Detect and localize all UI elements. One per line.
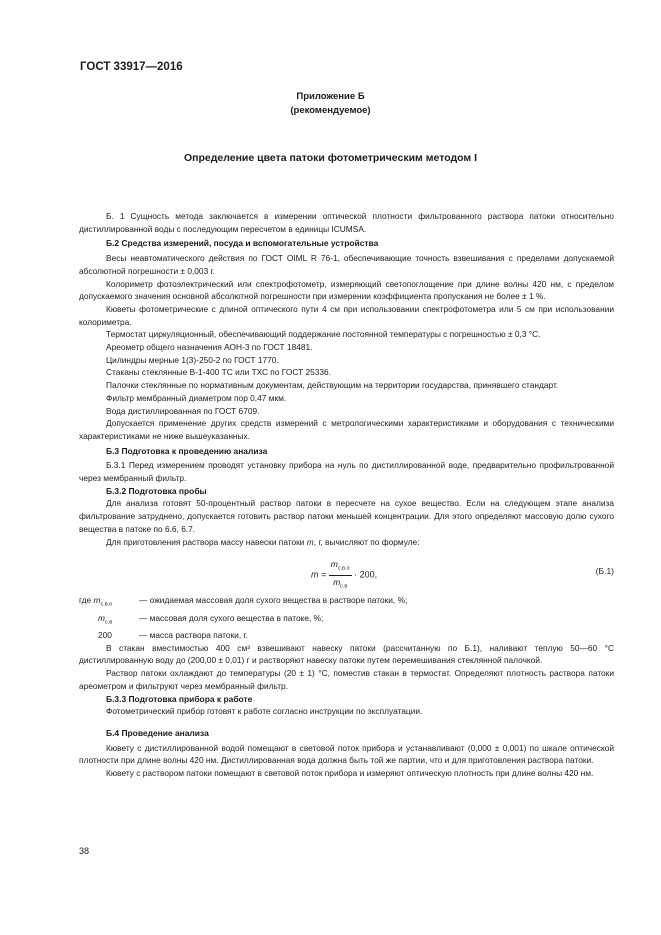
numerator-sub: с.в.о [337,565,350,572]
where-description: — ожидаемая массовая доля сухого вещества в растворе патоки, %; [139,595,408,606]
denominator-sub: с.в [340,583,348,590]
equipment-item: Палочки стеклянные по нормативным документам, действующим на территории государства, принявшего стандарт. [106,380,559,391]
b3-heading: Б.3 Подготовка к проведению анализа [106,445,268,456]
where-sub: с.в.о [100,601,113,608]
where-symbol [79,629,139,642]
where-symbol [79,612,139,629]
where-row [79,629,614,642]
equipment-item: Вода дистиллированная по ГОСТ 6709. [106,405,260,416]
where-prefix: где [79,595,94,606]
formula-number: (Б.1) [595,566,614,577]
formula-fraction [329,558,352,592]
numerator-var: m [330,559,338,570]
formula-block [79,558,614,588]
where-sub: с.в [104,619,113,626]
equipment-item: Стаканы стеклянные В-1-400 ТС или ТХС по ГОСТ 25336. [106,367,332,378]
b4-heading: Б.4 Проведение анализа [106,727,209,738]
formula-tail: · 200, [351,569,378,580]
b33-paragraph: Фотометрический прибор готовят к работе согласно инструкции по эксплуатации. [106,706,423,717]
page-title: Определение цвета патоки фотометрическим методом I [183,152,478,164]
b33-heading: Б.3.3 Подготовка прибора к работе [106,693,253,704]
where-symbol [79,594,139,611]
denominator-var: m [333,576,341,587]
formula-lhs: m [311,569,319,580]
where-description: — массовая доля сухого вещества в патоке, %; [139,612,324,623]
equipment-item: Цилиндры мерные 1(3)-250-2 по ГОСТ 1770. [106,354,279,365]
document-code: ГОСТ 33917—2016 [80,61,183,73]
equipment-item: Допускается применение других средств измерений с метрологическими характеристиками и оборудования с техническими характеристиками не ниже вышеуказанных. [79,418,614,441]
b32-p2-suffix: , г, вычисляют по формуле: [313,536,420,547]
equipment-item: Весы неавтоматического действия по ГОСТ OIML R 76-1, обеспечивающие точность взвешивания с пределами допускаемой абсолютной погрешности ± 0,003 г. [79,253,614,276]
mass-variable: m [306,536,314,547]
equipment-item: Термостат циркуляционный, обеспечивающий поддержание постоянной температуры с погрешностью ± 0,3 °С. [106,329,541,340]
where-row [79,612,614,629]
b32-p2-prefix: Для приготовления раствора массу навески патоки [106,536,307,547]
appendix-status: (рекомендуемое) [290,105,371,116]
where-var: m [93,595,101,606]
formula-denominator [329,576,352,593]
b1-paragraph: Б. 1 Сущность метода заключается в измерении оптической плотности фильтрованного раствора патоки относительно дистиллированной воды с последующим пересчетом в единицы ICUMSA. [79,211,614,234]
b32-paragraph-2 [79,536,614,549]
where-row [79,594,614,611]
b32-heading: Б.3.2 Подготовка пробы [106,485,207,496]
where-var: m [98,612,105,623]
appendix-heading [0,90,661,118]
b32-paragraph-4: Раствор патоки охлаждают до температуры (20 ± 1) °С, поместив стакан в термостат. Определяют плотность раствора патоки ареометром и фильтруют через мембранный фильтр. [79,668,614,691]
b4-paragraph-2: Кювету с раствором патоки помещают в световой поток прибора и измеряют оптическую плотность при длине волны 420 нм. [106,768,594,779]
b2-equipment-list [79,252,614,443]
where-description: — масса раствора патоки, г. [139,630,248,640]
equipment-item: Фильтр мембранный диаметром пор 0,47 мкм. [106,392,287,403]
formula-numerator [329,558,352,576]
b2-heading: Б.2 Средства измерений, посуда и вспомогательные устройства [106,238,379,249]
where-var: 200 [98,630,112,640]
equipment-item: Ареометр общего назначения АОН-3 по ГОСТ 18481. [106,342,313,353]
formula-equals: = [318,569,329,580]
where-list [79,594,614,641]
page-number: 38 [79,846,90,856]
b32-paragraph-3: В стакан вместимостью 400 см³ взвешивают навеску патоки (рассчитанную по Б.1), наливают теплую 50—60 °С дистиллированную воду до (200,00 ± 0,01) г и растворяют навеску патоки путем перемешивания стеклянной палочкой. [79,642,614,666]
equipment-item: Кюветы фотометрические с длиной оптического пути 4 см при использовании спектрофотометра или 5 см при использовании колориметра. [79,303,614,327]
b32-paragraph-1: Для анализа готовят 50-процентный раствор патоки в пересчете на сухое вещество. Если на следующем этапе анализа фильтрование затруднено, допускается готовить раствор патоки меньшей концентрации. Для этого определяют массовую долю сухого вещества в патоке по 6.6, 6.7. [79,498,614,534]
b31-paragraph: Б.3.1 Перед измерением проводят установку прибора на нуль по дистиллированной воде, предварительно профильтрованной через мембранный фильтр. [79,460,614,484]
b4-paragraph-1: Кювету с дистиллированной водой помещают в световой поток прибора и устанавливают (0,000 ± 0,001) по шкале оптической плотности при длине волны 420 нм. Дистиллированная вода должна быть той же партии, что и для приготовления раствора патоки. [79,742,614,766]
formula [311,558,377,592]
equipment-item: Колориметр фотоэлектрический или спектрофотометр, измеряющий светопоглощение при длине волны 420 нм, с пределом допускаемого значения основной абсолютной погрешности при измерении коэффициента пропускания не более ± 1 %. [79,278,614,302]
document-body [79,210,614,780]
appendix-label: Приложение Б [296,91,365,102]
